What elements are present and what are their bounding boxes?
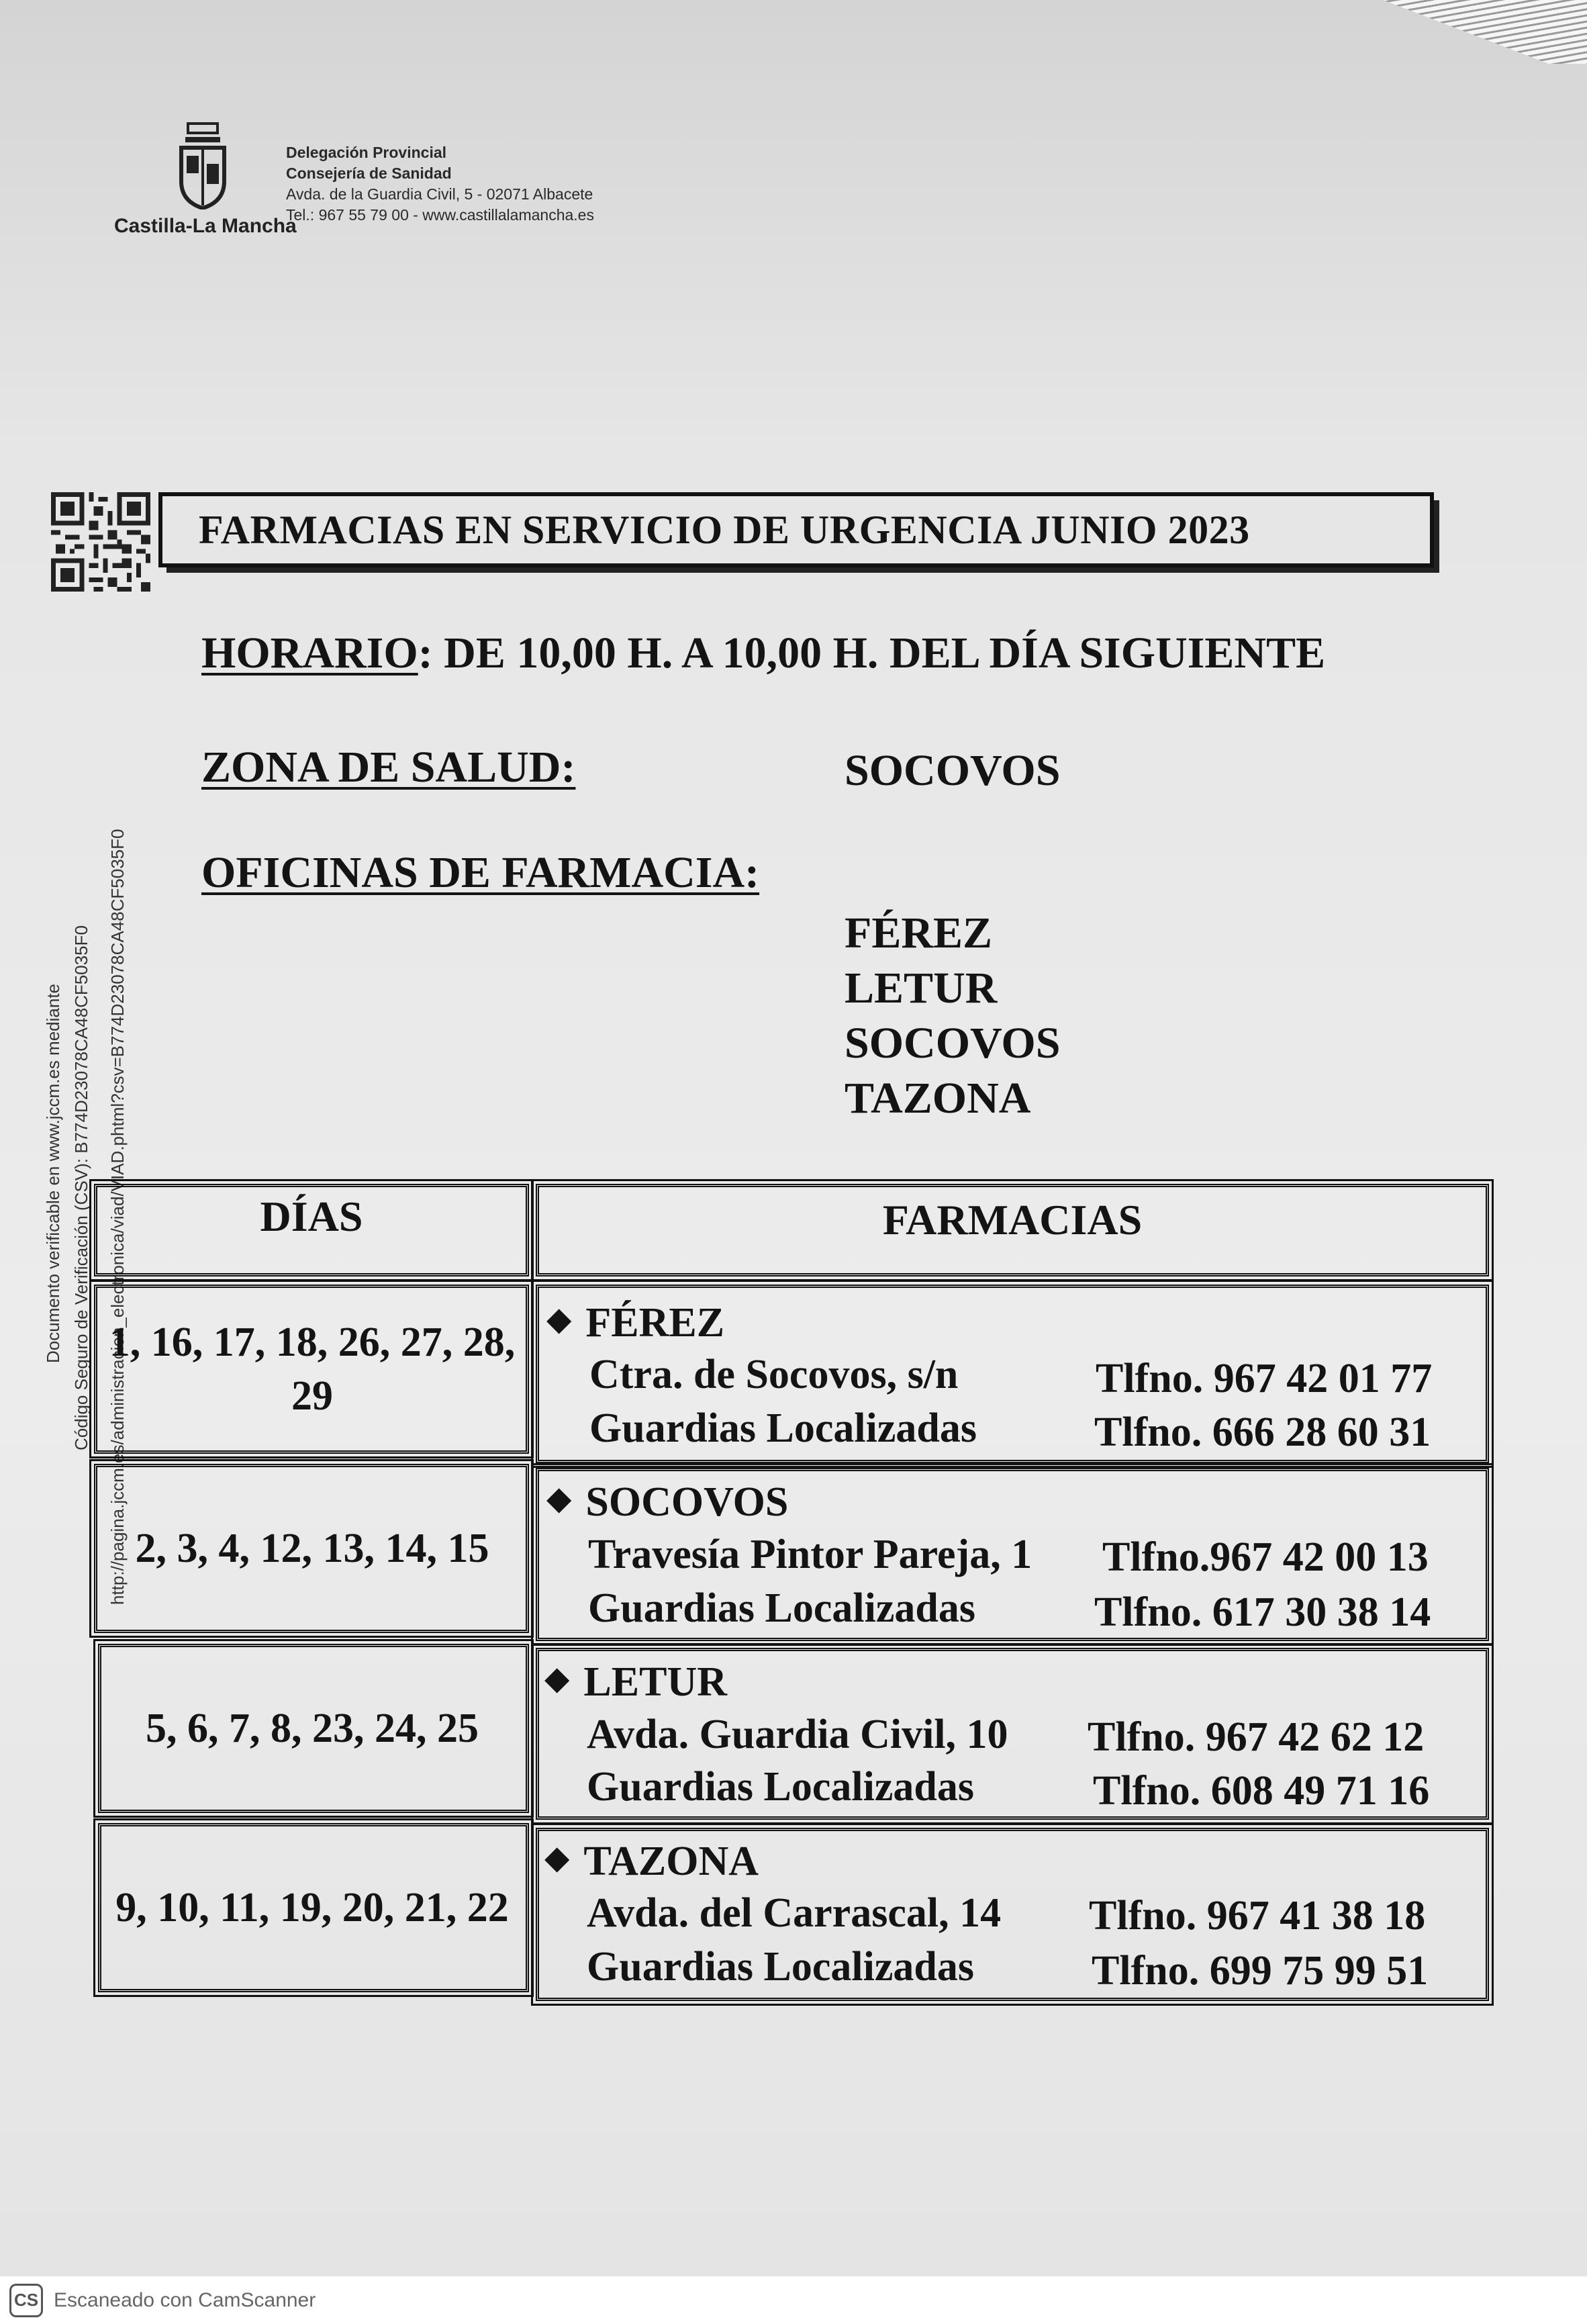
verification-text-line-3: http://pagina.jccm.es/administracion_electronica/viad/VIAD.phtml?csv=B774D23078CA48CF5035F0 (107, 829, 128, 1605)
pharmacy-name: ◆ TAZONA (545, 1839, 759, 1884)
pharmacy-phone: Tlfno. 967 41 38 18 (1089, 1893, 1426, 1939)
town-item: FÉREZ (845, 909, 993, 958)
pharmacy-address: Avda. del Carrascal, 14 (587, 1890, 1002, 1936)
guard-phone: Tlfno. 617 30 38 14 (1094, 1589, 1431, 1635)
guard-label: Guardias Localizadas (589, 1405, 977, 1451)
header-line-delegacion: Delegación Provincial (286, 144, 447, 161)
diamond-bullet-icon: ◆ (545, 1841, 569, 1875)
horario-line (201, 628, 1325, 679)
pharmacy-name: ◆ FÉREZ (547, 1300, 725, 1346)
verification-text-line-1: Documento verificable en www.jccm.es mediante (43, 983, 63, 1363)
duty-days: 9, 10, 11, 19, 20, 21, 22 (115, 1885, 509, 1931)
pharmacy-name: ◆ LETUR (545, 1659, 727, 1705)
zona-label: ZONA DE SALUD: (201, 743, 576, 792)
header-line-consejeria: Consejería de Sanidad (286, 165, 452, 182)
guard-label: Guardias Localizadas (587, 1944, 975, 1990)
document-title: FARMACIAS EN SERVICIO DE URGENCIA JUNIO 2023 (199, 507, 1250, 552)
pharmacy-phone: Tlfno.967 42 00 13 (1102, 1534, 1429, 1580)
pharmacy-name: ◆ SOCOVOS (547, 1479, 789, 1525)
camscanner-logo-icon: CS (9, 2284, 43, 2317)
horario-text: : DE 10,00 H. A 10,00 H. DEL DÍA SIGUIENTE (418, 629, 1326, 678)
document-title-box (158, 492, 1434, 567)
scanner-footer (0, 2276, 1587, 2324)
guard-label: Guardias Localizadas (587, 1764, 975, 1810)
pharmacy-address: Avda. Guardia Civil, 10 (587, 1712, 1008, 1757)
crest-label: Castilla-La Mancha (114, 215, 297, 237)
diamond-bullet-icon: ◆ (547, 1302, 571, 1336)
qr-code-icon (51, 492, 150, 592)
column-header-days: DÍAS (260, 1193, 363, 1240)
column-header-pharmacies: FARMACIAS (882, 1196, 1143, 1244)
horario-label: HORARIO (201, 629, 418, 678)
pharmacy-address: Ctra. de Socovos, s/n (589, 1352, 959, 1397)
castilla-la-mancha-crest-icon (176, 122, 230, 210)
guard-phone: Tlfno. 699 75 99 51 (1092, 1948, 1429, 1994)
town-item: TAZONA (845, 1074, 1031, 1123)
guard-phone: Tlfno. 608 49 71 16 (1093, 1768, 1430, 1814)
office-address-block (286, 142, 594, 226)
diamond-bullet-icon: ◆ (545, 1661, 569, 1695)
verification-text-line-2: Código Seguro de Verificación (CSV): B774D23078CA48CF5035F0 (71, 925, 91, 1450)
guard-label: Guardias Localizadas (588, 1585, 976, 1631)
guard-phone: Tlfno. 666 28 60 31 (1094, 1409, 1431, 1455)
header-line-phone: Tel.: 967 55 79 00 - www.castillalamancha.es (286, 206, 594, 224)
duty-days: 2, 3, 4, 12, 13, 14, 15 (135, 1526, 489, 1571)
town-item: LETUR (845, 964, 998, 1013)
duty-days: 1, 16, 17, 18, 26, 27, 28, 29 (109, 1319, 516, 1419)
pharmacy-phone: Tlfno. 967 42 62 12 (1088, 1714, 1425, 1760)
town-item: SOCOVOS (845, 1019, 1061, 1068)
diamond-bullet-icon: ◆ (547, 1481, 571, 1516)
zona-value: SOCOVOS (845, 746, 1061, 795)
pharmacy-phone: Tlfno. 967 42 01 77 (1096, 1356, 1433, 1401)
duty-days: 5, 6, 7, 8, 23, 24, 25 (146, 1706, 479, 1751)
oficinas-label: OFICINAS DE FARMACIA: (201, 848, 760, 897)
header-line-address: Avda. de la Guardia Civil, 5 - 02071 Albacete (286, 185, 593, 203)
pharmacy-address: Travesía Pintor Pareja, 1 (588, 1532, 1032, 1577)
camscanner-footer-text: Escaneado con CamScanner (54, 2288, 316, 2311)
